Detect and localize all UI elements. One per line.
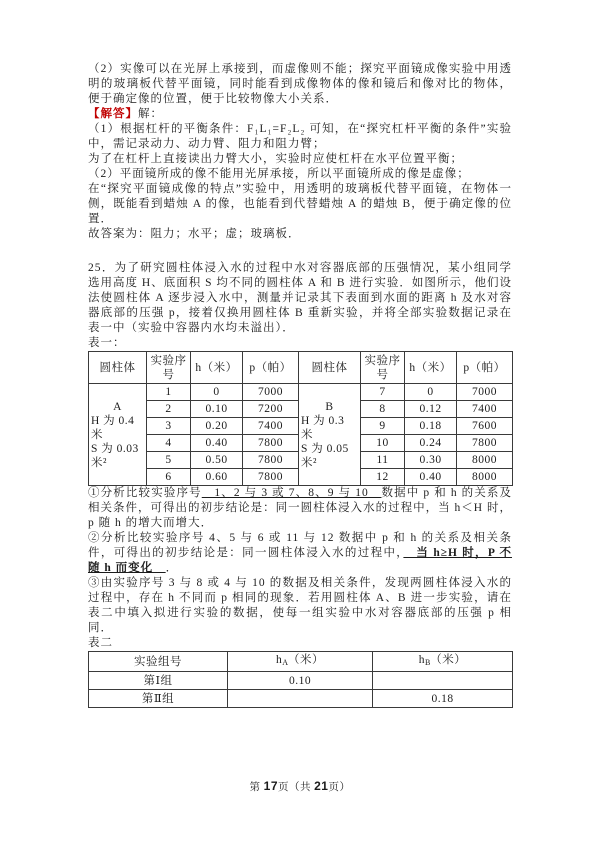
table2-header-hb: $h_B$（米） (373, 652, 513, 672)
cylinder-a-area: S 为 0.03 米² (91, 442, 139, 469)
table1-cell: 7400 (457, 401, 513, 418)
table2-row-group1 (89, 672, 513, 690)
cylinder-b-height: H 为 0.3 米 (301, 414, 345, 441)
table2-header-row (89, 652, 513, 672)
analysis-3: ③由实验序号 3 与 8 或 4 与 10 的数据及相关条件，发现两圆柱体浸入水的过程中，存在 h 不同而 p 相同的现象．若用圆柱体 A、B 进一步实验，请在表二中填入拟进行实验的数据，使每一组实验中水对容器底部的压强 p 相同． (88, 577, 512, 634)
table1-cell: 0.24 (405, 435, 457, 452)
table1-header-cylinder-b: 圆柱体 (299, 352, 361, 384)
solution-line-1: （1）根据杠杆的平衡条件：F₁L₁=F₂L₂ 可知，在“探究杠杆平衡的条件”实验中，需记录动力、动力臂、阻力和阻力臂； (88, 123, 512, 150)
table1-cell: 7800 (243, 469, 299, 486)
analysis-1-pre: ①分析比较实验序号 (88, 487, 202, 499)
solution-tag-line (88, 107, 512, 122)
table1-cell: 7200 (243, 401, 299, 418)
table1-cell: 7000 (243, 384, 299, 401)
solution-tag-suffix: 解： (138, 108, 163, 120)
table-2 (88, 651, 513, 708)
table1-cell: 1 (147, 384, 191, 401)
table1-cell: 7400 (243, 418, 299, 435)
table1-cell: 8000 (457, 469, 513, 486)
table1-cell: 4 (147, 435, 191, 452)
table1-cell: 7000 (457, 384, 513, 401)
footer-page-number: 17 (263, 779, 278, 793)
table2-group1-hb (373, 672, 513, 690)
footer-prefix: 第 (249, 782, 264, 793)
table1-header-cylinder-a: 圆柱体 (89, 352, 147, 384)
solution-line-2: 为了在杠杆上直接读出力臂大小，实验时应使杠杆在水平位置平衡； (88, 153, 463, 165)
table1-row (89, 384, 513, 401)
solution-line-4: 在“探究平面镜成像的特点”实验中，用透明的玻璃板代替平面镜，在物体一侧，既能看到蜡烛 A 的像，也能看到代替蜡烛 A 的蜡烛 B，便于确定像的位置． (88, 183, 512, 225)
table1-cell: 7600 (457, 418, 513, 435)
analysis-2-blank: 当 h≥H 时，P 不随 h 而变化 (88, 547, 512, 574)
table1-cell: 8000 (457, 452, 513, 469)
table1-cell: 0.50 (191, 452, 243, 469)
table1-cell: 0.18 (405, 418, 457, 435)
subscript-b: B (424, 658, 431, 667)
page-content (88, 62, 512, 708)
table2-caption: 表二 (88, 637, 113, 649)
question-25-stem: 25．为了研究圆柱体浸入水的过程中水对容器底部的压强情况，某小组同学选用高度 H、底面积 S 均不同的圆柱体 A 和 B 进行实验．如图所示，他们设法使圆柱体 A 逐步浸入水中，测量并记录其下表面到水面的距离 h 及水对容器底部的压强 p，接着仅换用圆柱体 B 重新实验，并将全部实验数据记录在表一中（实验中容器内水均未溢出）． (88, 262, 512, 334)
analysis-2-post: ． (165, 562, 179, 574)
cylinder-a-name: A (113, 400, 122, 413)
table1-header-p-b: p（帕） (457, 352, 513, 384)
table1-cell: 8 (361, 401, 405, 418)
table1-header-p-a: p（帕） (243, 352, 299, 384)
table-1 (88, 351, 513, 486)
table1-header-h-a: h（米） (191, 352, 243, 384)
analysis-2 (88, 531, 512, 576)
cylinder-b-area: S 为 0.05 米² (301, 442, 349, 469)
footer-suffix: 页） (328, 782, 351, 793)
table1-cell: 0.20 (191, 418, 243, 435)
table1-cell: 0.12 (405, 401, 457, 418)
table1-cell: 0 (405, 384, 457, 401)
table1-cell: 3 (147, 418, 191, 435)
footer-total-pages: 21 (314, 779, 329, 793)
table1-caption: 表一： (88, 337, 126, 349)
table1-cell: 7800 (243, 435, 299, 452)
table1-cell: 0.60 (191, 469, 243, 486)
table2-group1-label: 第Ⅰ组 (89, 672, 228, 690)
table1-cell: 0.40 (405, 469, 457, 486)
table1-cell: 0.30 (405, 452, 457, 469)
footer-mid: 页（共 (278, 782, 315, 793)
table1-header-trial-a: 实验序号 (147, 352, 191, 384)
table1-cell: 0 (191, 384, 243, 401)
table2-header-ha: $h_A$（米） (228, 652, 373, 672)
table1-cell: 10 (361, 435, 405, 452)
solution-paragraph-2: （2）实像可以在光屏上承接到，而虚像则不能；探究平面镜成像实验中用透明的玻璃板代替平面镜，同时能看到成像物体的像和镜后和像对比的物体，便于确定像的位置，便于比较物像大小关系． (88, 63, 512, 105)
table2-group2-ha (228, 690, 373, 708)
solution-line-3: （2）平面镜所成的像不能用光屏承接，所以平面镜所成的像是虚像； (88, 168, 470, 180)
table1-cell: 5 (147, 452, 191, 469)
table1-header-row (89, 352, 513, 384)
solution-tag: 【解答】 (88, 108, 138, 120)
table1-header-trial-b: 实验序号 (361, 352, 405, 384)
table1-cell: 7 (361, 384, 405, 401)
table2-group2-label: 第Ⅱ组 (89, 690, 228, 708)
cylinder-a-height: H 为 0.4 米 (91, 414, 135, 441)
analysis-2-pre: ②分析比较实验序号 4、5 与 6 或 11 与 12 数据中 p 和 h 的关系及相关条件，可得出的初步结论是：同一圆柱体浸入水的过程中， (88, 532, 512, 559)
table1-cell: 12 (361, 469, 405, 486)
table1-header-h-b: h（米） (405, 352, 457, 384)
subscript-a: A (282, 658, 289, 667)
analysis-1-blank: 1、2 与 3 或 7、8、9 与 10 (201, 487, 382, 499)
table2-group1-ha: 0.10 (228, 672, 373, 690)
analysis-1 (88, 486, 512, 531)
table1-cell: 0.40 (191, 435, 243, 452)
table2-row-group2 (89, 690, 513, 708)
table1-cell: 2 (147, 401, 191, 418)
table1-cell: 11 (361, 452, 405, 469)
table2-group2-hb: 0.18 (373, 690, 513, 708)
table1-cell: 6 (147, 469, 191, 486)
table1-cell: 0.10 (191, 401, 243, 418)
solution-answer-line: 故答案为：阻力；水平；虚；玻璃板． (88, 228, 301, 240)
cylinder-b-name: B (325, 400, 334, 413)
table1-cell: 9 (361, 418, 405, 435)
table1-cell: 7800 (243, 452, 299, 469)
table2-header-group: 实验组号 (89, 652, 228, 672)
page-footer (0, 779, 600, 794)
table1-cylinder-b-cell (299, 384, 361, 486)
table1-cylinder-a-cell (89, 384, 147, 486)
table1-cell: 7800 (457, 435, 513, 452)
analysis-1-post: 数据中 p 和 h 的关系及相关条件，可得出的初步结论是：同一圆柱体浸入水的过程中，当 h＜H 时，p 随 h 的增大而增大． (88, 487, 513, 529)
